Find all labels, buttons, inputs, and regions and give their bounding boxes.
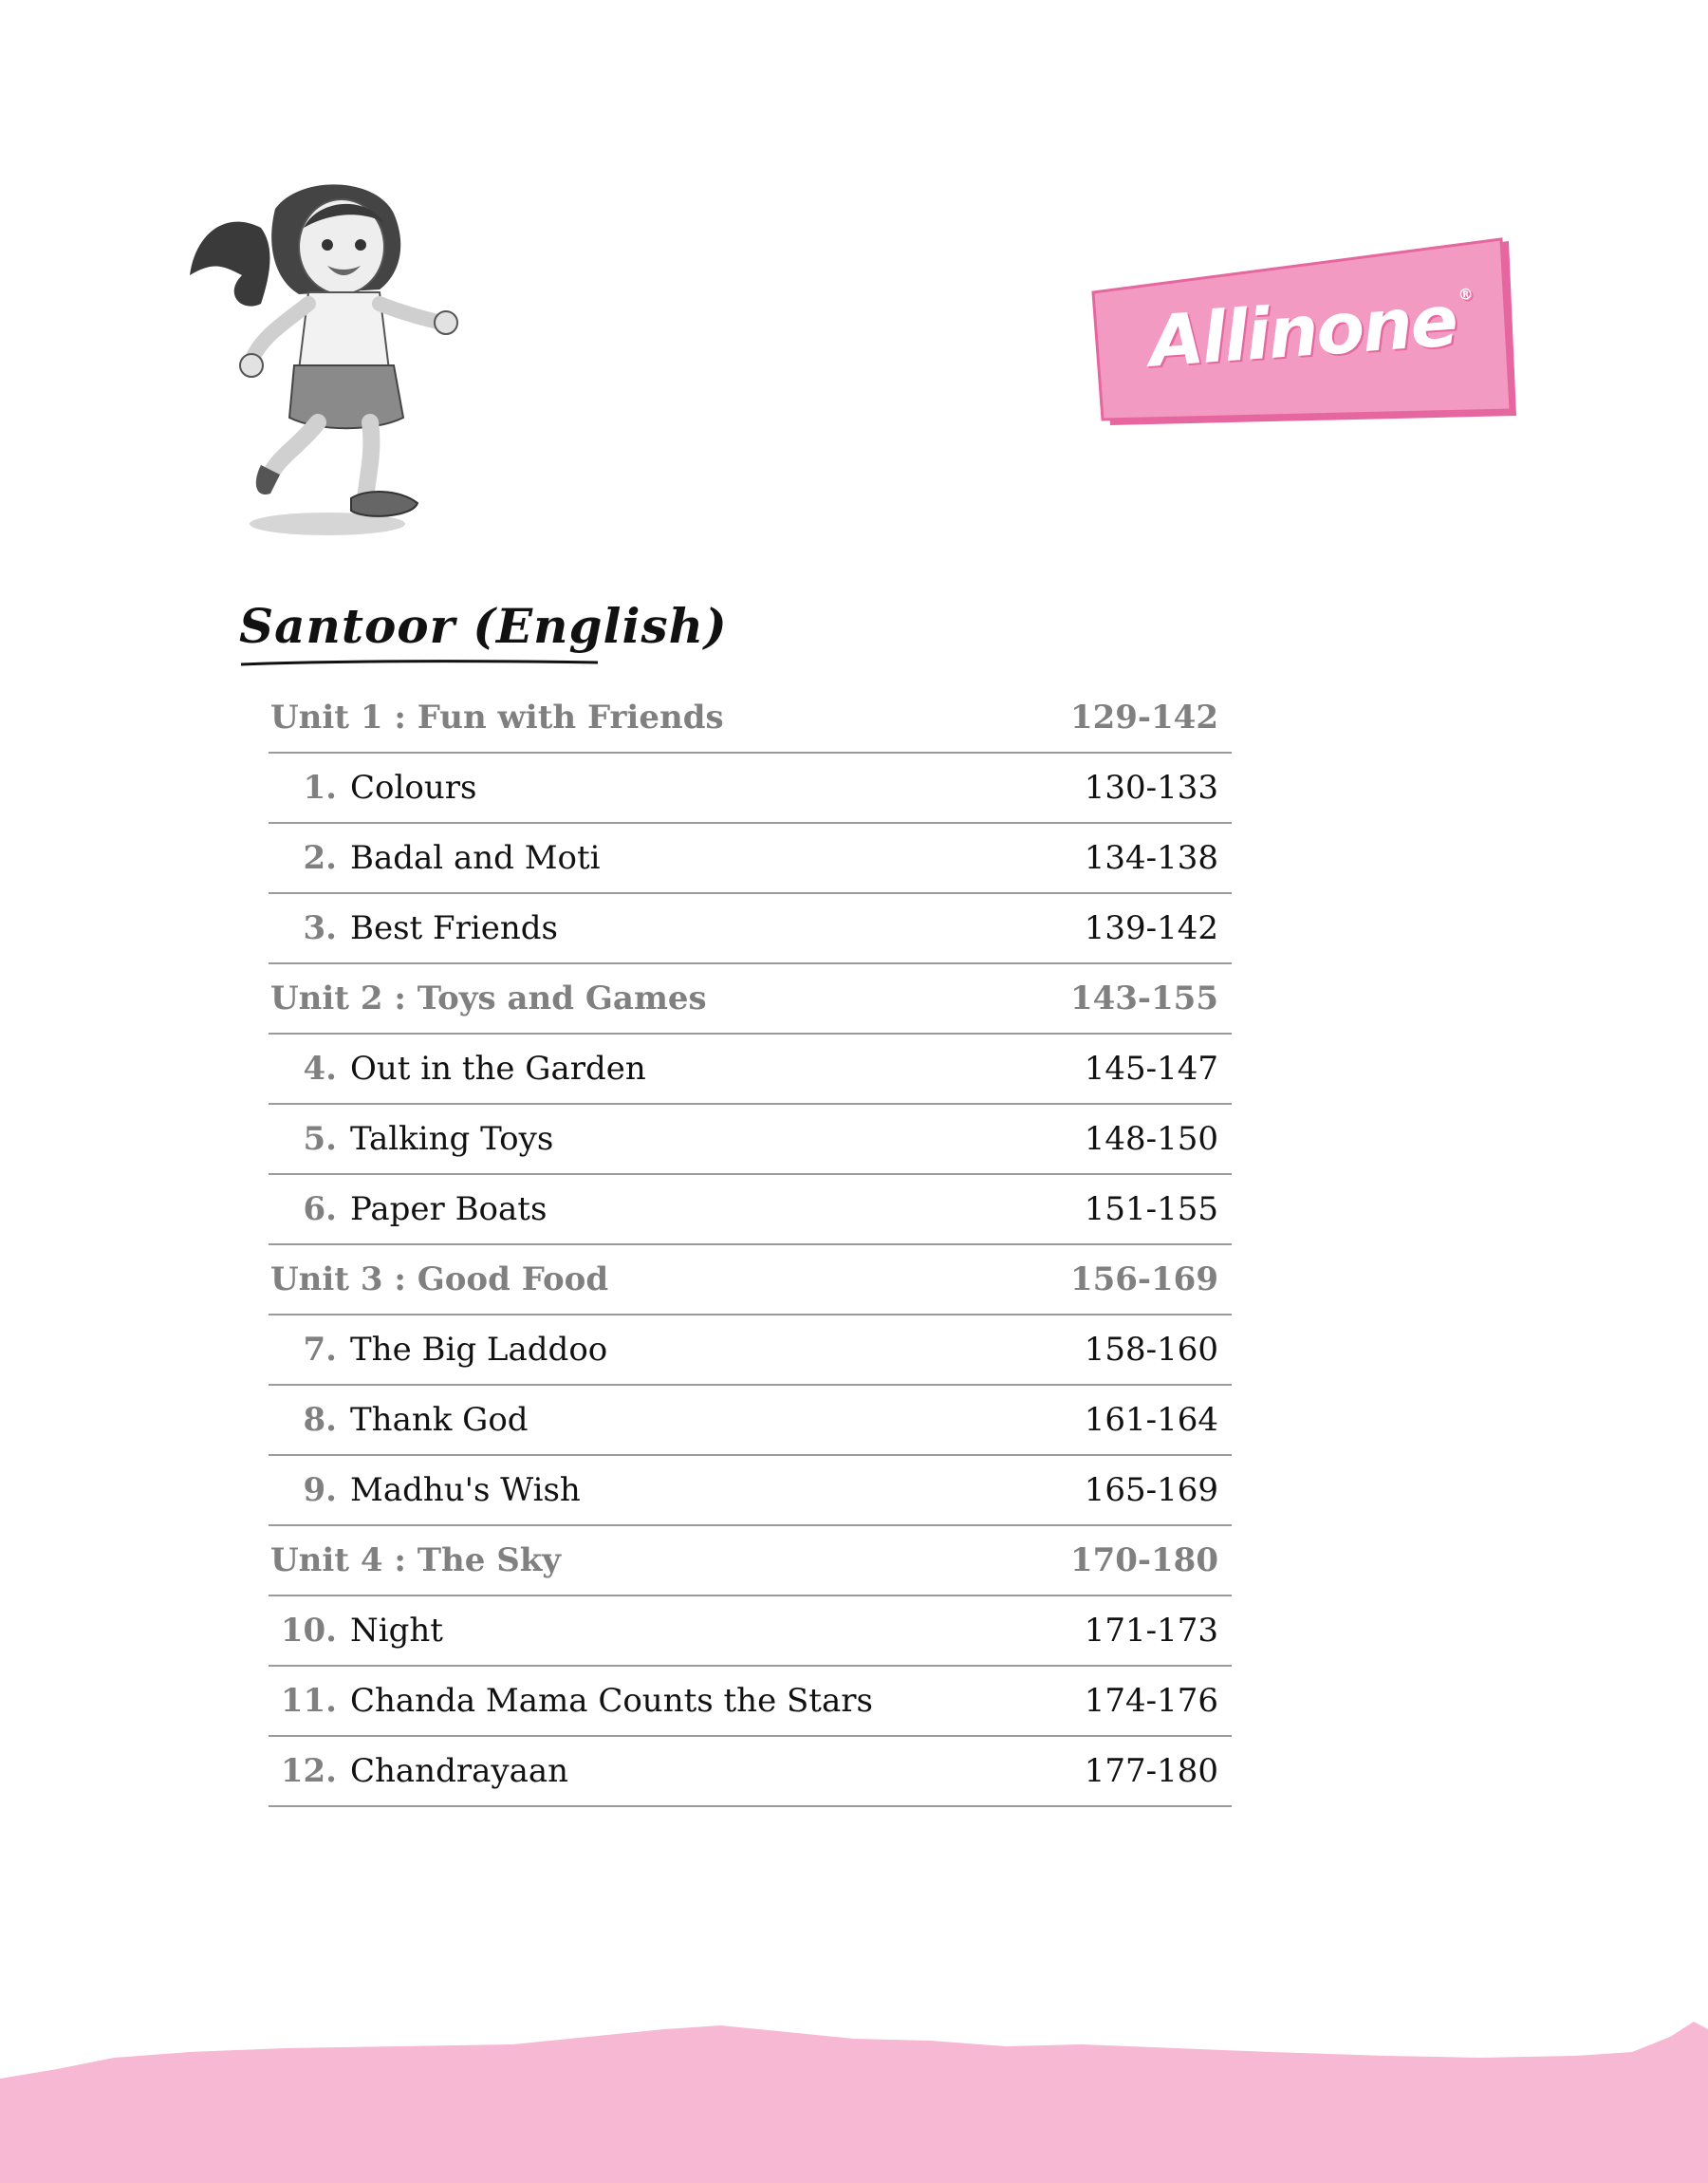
- allinone-logo: [1091, 235, 1520, 435]
- chapter-number: 7.: [303, 1331, 337, 1369]
- chapter-title: Colours: [350, 769, 477, 807]
- chapter-number: 10.: [280, 1612, 337, 1650]
- unit-row[interactable]: [269, 964, 1232, 1035]
- chapter-pages: 151-155: [1084, 1190, 1218, 1228]
- chapter-row[interactable]: [269, 1737, 1232, 1807]
- chapter-pages: 174-176: [1084, 1682, 1218, 1720]
- chapter-row[interactable]: [269, 754, 1232, 824]
- chapter-number: 3.: [303, 909, 337, 947]
- torn-paper-footer: [0, 2003, 1708, 2183]
- chapter-title: Talking Toys: [350, 1120, 554, 1158]
- unit-label: Unit 3 : Good Food: [270, 1260, 609, 1298]
- chapter-number: 12.: [280, 1752, 337, 1790]
- logo-wordmark: Allinone®: [1146, 280, 1473, 383]
- unit-pages: 143-155: [1069, 980, 1218, 1017]
- chapter-pages: 161-164: [1084, 1401, 1218, 1439]
- chapter-number: 1.: [303, 769, 337, 807]
- unit-row[interactable]: [269, 1245, 1232, 1315]
- chapter-title: Madhu's Wish: [350, 1471, 581, 1509]
- section-title: Santoor (English): [239, 598, 728, 654]
- chapter-pages: 148-150: [1084, 1120, 1218, 1158]
- unit-label: Unit 1 : Fun with Friends: [270, 699, 724, 737]
- chapter-row[interactable]: [269, 1315, 1232, 1386]
- unit-pages: 170-180: [1069, 1541, 1218, 1579]
- chapter-title: Best Friends: [350, 909, 558, 947]
- chapter-number: 2.: [303, 839, 337, 877]
- chapter-number: 6.: [303, 1190, 337, 1228]
- chapter-title: Thank God: [350, 1401, 529, 1439]
- table-of-contents: [269, 683, 1232, 1807]
- unit-row[interactable]: [269, 1526, 1232, 1596]
- chapter-number: 11.: [280, 1682, 337, 1720]
- chapter-pages: 158-160: [1084, 1331, 1218, 1369]
- chapter-title: Out in the Garden: [350, 1050, 646, 1088]
- chapter-row[interactable]: [269, 1105, 1232, 1175]
- chapter-row[interactable]: [269, 1667, 1232, 1737]
- chapter-pages: 165-169: [1084, 1471, 1218, 1509]
- chapter-pages: 134-138: [1084, 839, 1218, 877]
- chapter-title: The Big Laddoo: [350, 1331, 608, 1369]
- chapter-title: Paper Boats: [350, 1190, 548, 1228]
- chapter-number: 9.: [303, 1471, 337, 1509]
- chapter-row[interactable]: [269, 894, 1232, 964]
- unit-pages: 156-169: [1069, 1260, 1218, 1298]
- chapter-row[interactable]: [269, 1035, 1232, 1105]
- chapter-row[interactable]: [269, 1175, 1232, 1245]
- chapter-row[interactable]: [269, 1596, 1232, 1667]
- chapter-pages: 130-133: [1084, 769, 1218, 807]
- chapter-pages: 139-142: [1084, 909, 1218, 947]
- chapter-pages: 145-147: [1084, 1050, 1218, 1088]
- chapter-number: 5.: [303, 1120, 337, 1158]
- unit-row[interactable]: [269, 683, 1232, 754]
- chapter-pages: 171-173: [1084, 1612, 1218, 1650]
- chapter-number: 4.: [303, 1050, 337, 1088]
- chapter-row[interactable]: [269, 824, 1232, 894]
- chapter-row[interactable]: [269, 1386, 1232, 1456]
- unit-label: Unit 2 : Toys and Games: [270, 980, 707, 1017]
- chapter-title: Badal and Moti: [350, 839, 601, 877]
- unit-label: Unit 4 : The Sky: [270, 1541, 562, 1579]
- chapter-title: Chanda Mama Counts the Stars: [350, 1682, 873, 1720]
- section-title-underline: [239, 657, 600, 678]
- unit-pages: 129-142: [1069, 699, 1218, 737]
- chapter-row[interactable]: [269, 1456, 1232, 1526]
- chapter-title: Chandrayaan: [350, 1752, 569, 1790]
- chapter-title: Night: [350, 1612, 443, 1650]
- chapter-pages: 177-180: [1084, 1752, 1218, 1790]
- running-girl-illustration: [185, 171, 470, 541]
- chapter-number: 8.: [303, 1401, 337, 1439]
